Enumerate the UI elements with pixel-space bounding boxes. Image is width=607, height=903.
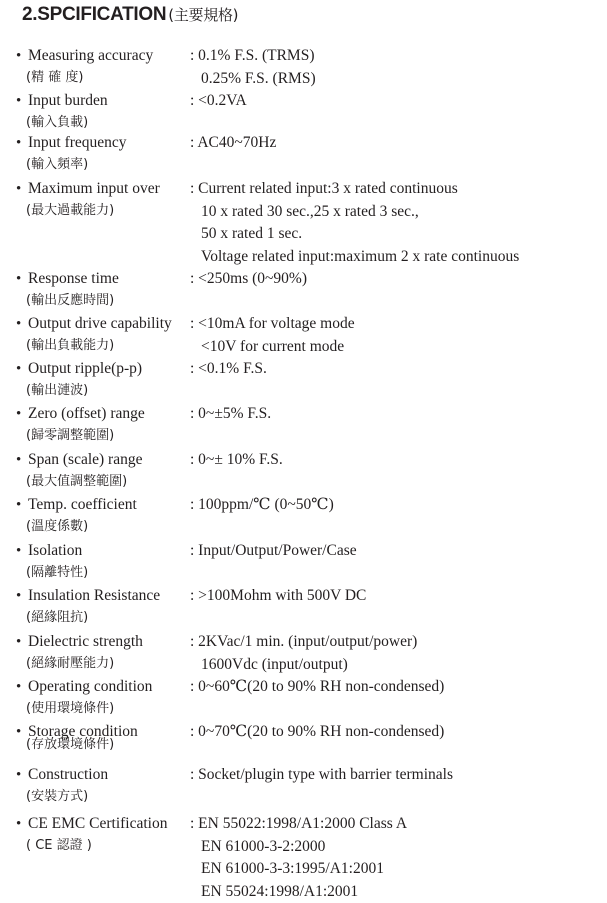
bullet-icon: •	[16, 135, 22, 151]
spec-label-zh: (精 確 度)	[26, 70, 84, 85]
spec-label-zh: (輸出反應時間)	[26, 293, 115, 308]
spec-values	[190, 813, 407, 903]
spec-label-zh: (輸入頻率)	[26, 157, 89, 172]
spec-value-line: : 0~±5% F.S.	[190, 405, 272, 422]
bullet-icon: •	[16, 452, 22, 468]
spec-values	[190, 45, 316, 90]
spec-value-line: : Input/Output/Power/Case	[190, 542, 357, 559]
spec-values	[190, 631, 417, 676]
spec-values	[190, 540, 357, 563]
spec-label-zh: (安裝方式)	[26, 789, 89, 804]
spec-value-line: 1600Vdc (input/output)	[201, 655, 348, 673]
spec-label-zh: ( CE 認證 )	[26, 838, 92, 853]
spec-label-zh: (存放環境條件)	[26, 737, 115, 752]
spec-label: Output ripple(p-p)	[28, 360, 143, 377]
spec-values	[190, 358, 267, 381]
spec-values	[190, 449, 283, 472]
spec-values	[190, 764, 453, 787]
spec-value-line: 0.25% F.S. (RMS)	[201, 69, 316, 87]
spec-value-line: : >100Mohm with 500V DC	[190, 587, 367, 604]
bullet-icon: •	[16, 588, 22, 604]
spec-label-zh: (歸零調整範圍)	[26, 428, 115, 443]
bullet-icon: •	[16, 767, 22, 783]
bullet-icon: •	[16, 816, 22, 832]
spec-label: Operating condition	[28, 678, 153, 695]
spec-values	[190, 494, 334, 517]
spec-values	[190, 721, 444, 744]
spec-label: Isolation	[28, 542, 83, 559]
section-title-zh: (主要規格)	[168, 6, 239, 24]
spec-values	[190, 268, 307, 291]
spec-value-line: 10 x rated 30 sec.,25 x rated 3 sec.,	[201, 202, 419, 220]
spec-label-zh: (使用環境條件)	[26, 701, 115, 716]
spec-label: Zero (offset) range	[28, 405, 145, 422]
bullet-icon: •	[16, 724, 22, 740]
spec-value-line: : 0~± 10% F.S.	[190, 451, 283, 468]
section-title-main: 2.SPCIFICATION	[22, 4, 167, 25]
spec-values	[190, 676, 444, 699]
spec-value-line: : Current related input:3 x rated continuous	[190, 180, 458, 197]
section-title	[22, 4, 238, 26]
spec-value-line: : <10mA for voltage mode	[190, 315, 355, 332]
bullet-icon: •	[16, 406, 22, 422]
bullet-icon: •	[16, 543, 22, 559]
bullet-icon: •	[16, 316, 22, 332]
spec-values	[190, 403, 271, 426]
spec-value-line: EN 61000-3-2:2000	[201, 837, 326, 855]
spec-value-line: : 0.1% F.S. (TRMS)	[190, 47, 315, 64]
spec-label: CE EMC Certification	[28, 815, 168, 832]
spec-value-line: Voltage related input:maximum 2 x rate continuous	[201, 247, 520, 265]
spec-label: Input frequency	[28, 134, 127, 151]
spec-label: Measuring accuracy	[28, 47, 154, 64]
spec-label: Temp. coefficient	[28, 496, 137, 513]
spec-value-line: : AC40~70Hz	[190, 134, 277, 151]
spec-values	[190, 313, 355, 358]
spec-label: Maximum input over	[28, 180, 160, 197]
spec-value-line: : 2KVac/1 min. (input/output/power)	[190, 633, 418, 650]
spec-label-zh: (輸出負載能力)	[26, 338, 115, 353]
bullet-icon: •	[16, 679, 22, 695]
spec-value-line: EN 55024:1998/A1:2001	[201, 882, 359, 900]
spec-values	[190, 90, 247, 113]
bullet-icon: •	[16, 361, 22, 377]
spec-label-zh: (絕緣耐壓能力)	[26, 656, 115, 671]
spec-value-line: : 100ppm/℃ (0~50℃)	[190, 496, 334, 513]
spec-label-zh: (隔離特性)	[26, 565, 89, 580]
spec-value-line: : EN 55022:1998/A1:2000 Class A	[190, 815, 408, 832]
spec-label-zh: (最大過載能力)	[26, 203, 115, 218]
spec-label: Span (scale) range	[28, 451, 143, 468]
bullet-icon: •	[16, 271, 22, 287]
bullet-icon: •	[16, 48, 22, 64]
spec-value-line: : 0~70℃(20 to 90% RH non-condensed)	[190, 723, 445, 740]
spec-label-zh: (輸入負載)	[26, 115, 89, 130]
spec-label: Input burden	[28, 92, 108, 109]
spec-label-zh: (輸出漣波)	[26, 383, 89, 398]
bullet-icon: •	[16, 497, 22, 513]
spec-value-line: : <0.2VA	[190, 92, 247, 109]
spec-value-line: : <250ms (0~90%)	[190, 270, 308, 287]
spec-values	[190, 178, 519, 268]
spec-label: Construction	[28, 766, 109, 783]
spec-values	[190, 132, 276, 155]
bullet-icon: •	[16, 181, 22, 197]
spec-value-line: : <0.1% F.S.	[190, 360, 267, 377]
spec-value-line: <10V for current mode	[201, 337, 345, 355]
spec-value-line: 50 x rated 1 sec.	[201, 225, 303, 242]
spec-label: Storage condition	[28, 723, 138, 740]
spec-value-line: EN 61000-3-3:1995/A1:2001	[201, 860, 384, 877]
spec-label: Dielectric strength	[28, 633, 143, 650]
spec-values	[190, 585, 366, 608]
spec-label-zh: (最大值調整範圍)	[26, 474, 128, 489]
spec-label: Output drive capability	[28, 315, 172, 332]
spec-value-line: : 0~60℃(20 to 90% RH non-condensed)	[190, 678, 445, 695]
spec-label: Insulation Resistance	[28, 587, 161, 604]
spec-label-zh: (溫度係數)	[26, 519, 89, 534]
spec-label-zh: (絕緣阻抗)	[26, 610, 89, 625]
bullet-icon: •	[16, 93, 22, 109]
bullet-icon: •	[16, 634, 22, 650]
spec-value-line: : Socket/plugin type with barrier terminals	[190, 766, 454, 783]
spec-label: Response time	[28, 270, 119, 287]
